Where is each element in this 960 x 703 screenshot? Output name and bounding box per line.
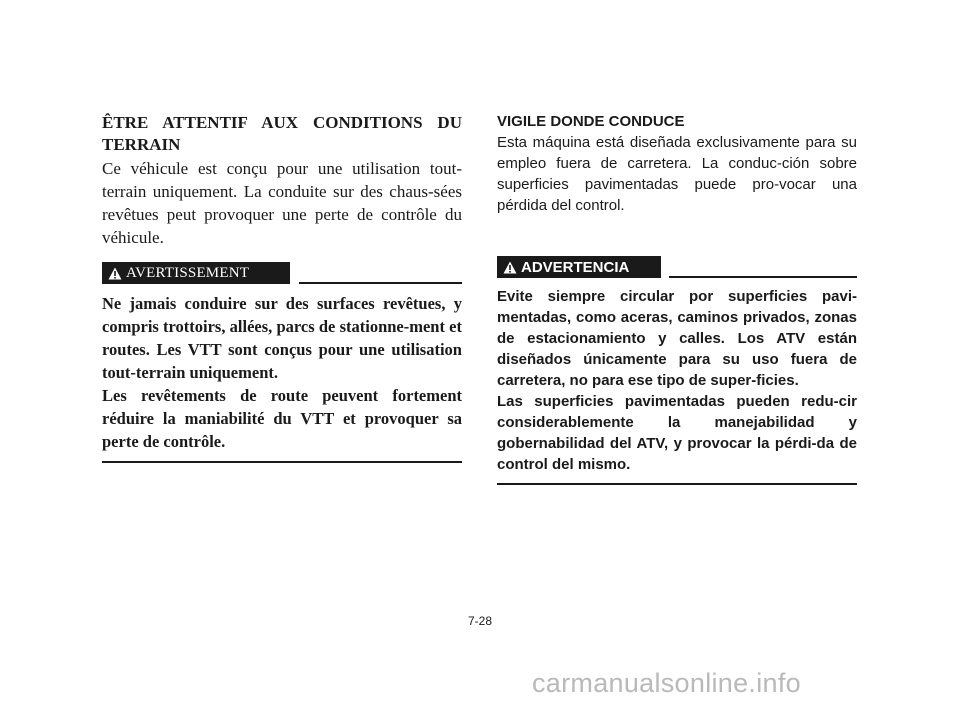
warning-end-rule-fr: [102, 461, 462, 463]
warning-rule-es: [669, 276, 857, 278]
warning-header-fr: [102, 262, 462, 286]
warning-paragraph-es-2: Las superficies pavimentadas pueden redu-cir considerablemente la manejabilidad y gobernabilidad del ATV, y provocar la pérdi-da de control del mismo.: [497, 393, 857, 473]
warning-end-rule-es: [497, 483, 857, 485]
spanish-column: [497, 112, 857, 485]
section-body-es: Esta máquina está diseñada exclusivamente para su empleo fuera de carretera. La conduc-ción sobre superficies pavimentadas puede pro-vocar una pérdida del control.: [497, 134, 857, 214]
warning-paragraph-fr-2: Les revêtements de route peuvent fortement réduire la maniabilité du VTT et provoquer sa perte de contrôle.: [102, 386, 462, 451]
watermark: carmanualsonline.info: [532, 668, 801, 698]
section-heading-es: VIGILE DONDE CONDUCE: [497, 113, 685, 130]
warning-label-es: ADVERTENCIA: [521, 258, 630, 276]
warning-triangle-icon: [108, 267, 122, 280]
section-heading-fr: ÊTRE ATTENTIF AUX CONDITIONS DU TERRAIN: [102, 113, 462, 154]
warning-triangle-icon: [503, 261, 517, 274]
warning-badge-es: [497, 256, 661, 278]
section-body-fr: Ce véhicule est conçu pour une utilisation tout-terrain uniquement. La conduite sur des chaus-sées revêtues peut provoquer une perte de contrôle du véhicule.: [102, 159, 462, 247]
warning-label-fr: AVERTISSEMENT: [126, 264, 250, 281]
warning-paragraph-fr-1: Ne jamais conduire sur des surfaces revêtues, y compris trottoirs, allées, parcs de stationne-ment et routes. Les VTT sont conçus pour une utilisation tout-terrain uniquement.: [102, 294, 462, 382]
warning-header-es: [497, 256, 857, 280]
warning-badge-fr: [102, 262, 290, 284]
warning-paragraph-es-1: Evite siempre circular por superficies pavi-mentadas, como aceras, caminos privados, zonas de estacionamiento y calles. Los ATV están diseñados únicamente para su uso fuera de carretera, no para ese tipo de super-ficies.: [497, 288, 857, 389]
warning-rule-fr: [299, 282, 462, 284]
french-column: [102, 112, 462, 463]
page-number: 7-28: [467, 614, 493, 628]
